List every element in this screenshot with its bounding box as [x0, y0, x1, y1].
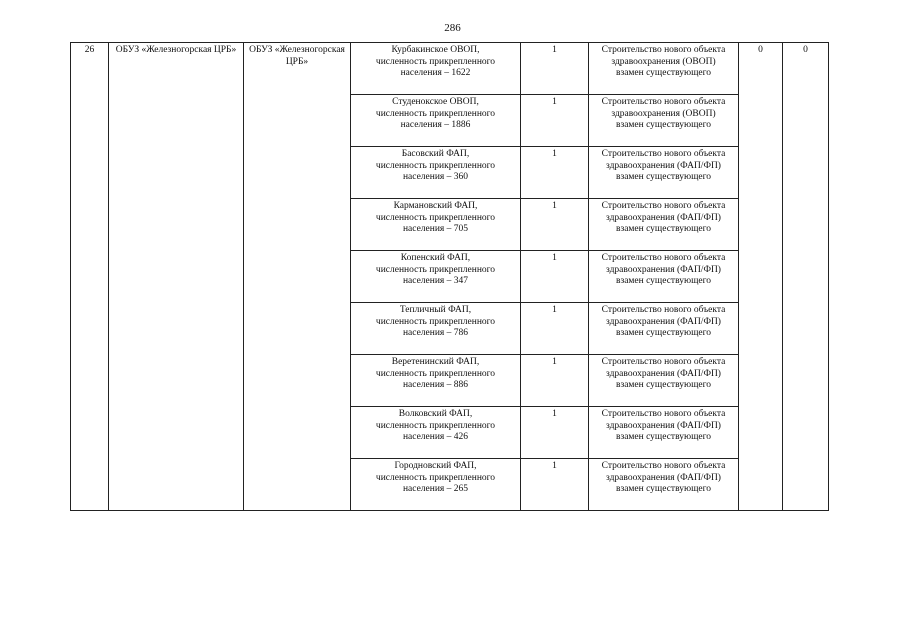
row-number-cell: 26: [71, 43, 109, 511]
action-line: Строительство нового объекта: [601, 97, 726, 107]
facility-cell: [351, 355, 521, 407]
action-line: Строительство нового объекта: [601, 201, 726, 211]
action-line: Строительство нового объекта: [601, 45, 726, 55]
action-cell: [589, 407, 739, 459]
facility-line: численность прикрепленного: [375, 212, 496, 223]
action-line: Строительство нового объекта: [601, 305, 726, 315]
action-line: взамен существующего: [615, 120, 712, 130]
action-cell: [589, 355, 739, 407]
count-cell: 1: [521, 43, 589, 95]
facility-cell: [351, 459, 521, 511]
facility-population: населения – 786: [402, 328, 469, 338]
action-line: здравоохранения (ОВОП): [611, 56, 716, 67]
action-line: здравоохранения (ФАП/ФП): [606, 160, 721, 171]
action-line: здравоохранения (ФАП/ФП): [606, 316, 721, 327]
table-row: [71, 43, 829, 95]
action-line: здравоохранения (ОВОП): [611, 108, 716, 119]
action-line: взамен существующего: [615, 380, 712, 390]
facility-population: населения – 360: [402, 172, 469, 182]
facility-line: численность прикрепленного: [375, 420, 496, 431]
facilities-table: [70, 42, 829, 511]
facility-population: населения – 265: [402, 484, 469, 494]
facility-title: Копенский ФАП,: [400, 253, 471, 263]
facility-line: численность прикрепленного: [375, 368, 496, 379]
action-line: Строительство нового объекта: [601, 149, 726, 159]
page-number: 286: [444, 22, 461, 34]
facility-population: населения – 1622: [400, 68, 471, 78]
facility-title: Кармановский ФАП,: [393, 201, 478, 211]
action-line: взамен существующего: [615, 484, 712, 494]
facility-line: численность прикрепленного: [375, 264, 496, 275]
facility-population: населения – 347: [402, 276, 469, 286]
facility-title: Городновский ФАП,: [394, 461, 477, 471]
facility-cell: [351, 251, 521, 303]
facility-cell: [351, 303, 521, 355]
count-cell: 1: [521, 355, 589, 407]
value-cell-1: 0: [739, 43, 783, 511]
action-line: Строительство нового объекта: [601, 357, 726, 367]
action-line: здравоохранения (ФАП/ФП): [606, 264, 721, 275]
action-cell: [589, 303, 739, 355]
facility-population: населения – 886: [402, 380, 469, 390]
facility-title: Басовский ФАП,: [401, 149, 470, 159]
count-cell: 1: [521, 407, 589, 459]
facility-title: Тепличный ФАП,: [399, 305, 472, 315]
action-cell: [589, 251, 739, 303]
organization-cell: ОБУЗ «Железногорская ЦРБ»: [109, 43, 244, 511]
action-cell: [589, 459, 739, 511]
action-cell: [589, 43, 739, 95]
facility-cell: [351, 407, 521, 459]
action-line: взамен существующего: [615, 172, 712, 182]
facility-line: численность прикрепленного: [375, 56, 496, 67]
action-line: Строительство нового объекта: [601, 253, 726, 263]
facility-title: Студенокское ОВОП,: [392, 97, 479, 107]
facility-cell: [351, 95, 521, 147]
count-cell: 1: [521, 95, 589, 147]
facility-title: Веретенинский ФАП,: [391, 357, 480, 367]
facility-line: численность прикрепленного: [375, 108, 496, 119]
action-line: взамен существующего: [615, 276, 712, 286]
facility-line: численность прикрепленного: [375, 316, 496, 327]
institution-cell: ОБУЗ «Железногорская ЦРБ»: [244, 43, 351, 511]
action-line: здравоохранения (ФАП/ФП): [606, 368, 721, 379]
facility-population: населения – 426: [402, 432, 469, 442]
count-cell: 1: [521, 459, 589, 511]
action-line: Строительство нового объекта: [601, 409, 726, 419]
facility-title: Волковский ФАП,: [398, 409, 473, 419]
action-line: взамен существующего: [615, 68, 712, 78]
count-cell: 1: [521, 303, 589, 355]
facility-title: Курбакинское ОВОП,: [391, 45, 480, 55]
facility-cell: [351, 43, 521, 95]
count-cell: 1: [521, 147, 589, 199]
action-cell: [589, 199, 739, 251]
action-cell: [589, 147, 739, 199]
facility-population: населения – 705: [402, 224, 469, 234]
action-line: взамен существующего: [615, 224, 712, 234]
action-cell: [589, 95, 739, 147]
action-line: взамен существующего: [615, 328, 712, 338]
facility-cell: [351, 147, 521, 199]
action-line: здравоохранения (ФАП/ФП): [606, 420, 721, 431]
facility-line: численность прикрепленного: [375, 160, 496, 171]
facility-line: численность прикрепленного: [375, 472, 496, 483]
count-cell: 1: [521, 251, 589, 303]
value-cell-2: 0: [783, 43, 829, 511]
action-line: здравоохранения (ФАП/ФП): [606, 472, 721, 483]
facility-population: населения – 1886: [400, 120, 471, 130]
count-cell: 1: [521, 199, 589, 251]
action-line: взамен существующего: [615, 432, 712, 442]
facility-cell: [351, 199, 521, 251]
action-line: здравоохранения (ФАП/ФП): [606, 212, 721, 223]
action-line: Строительство нового объекта: [601, 461, 726, 471]
